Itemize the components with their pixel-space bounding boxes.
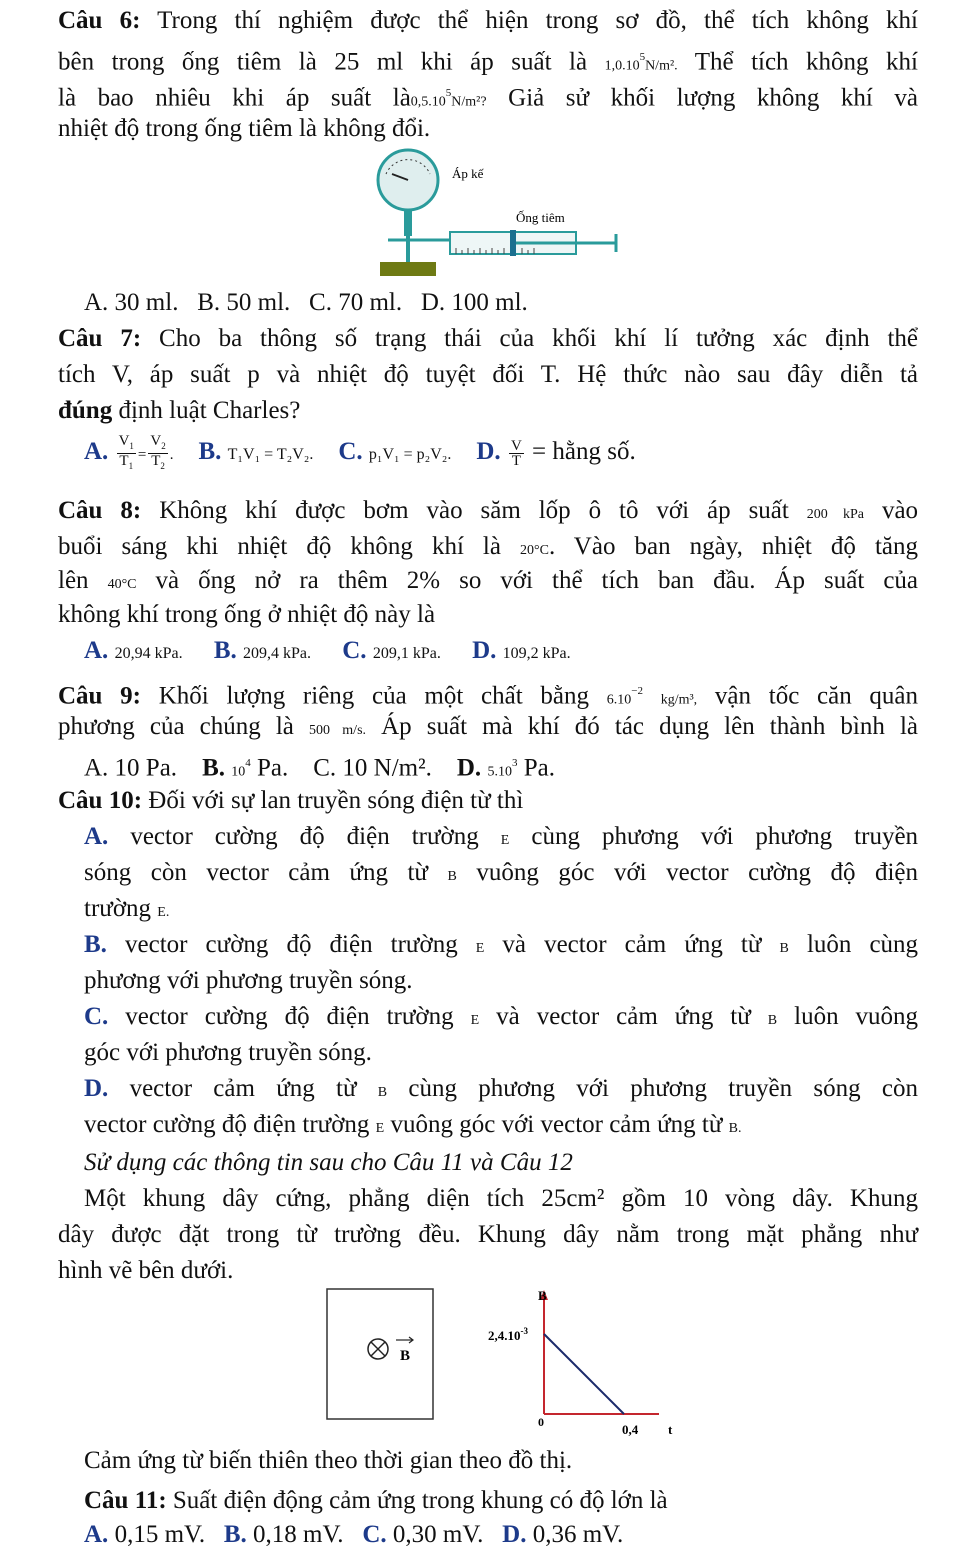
q6-line1: Câu 6: Trong thí nghiệm được thể hiện trong sơ đồ, thể tích không khí (58, 7, 918, 34)
q7-option-b-key[interactable]: B. (198, 438, 222, 465)
q8-option-d-key[interactable]: D. (472, 637, 497, 664)
q11-option-a[interactable]: 0,15 mV. (114, 1521, 206, 1548)
q10-option-c-line1[interactable]: C. vector cường độ điện trường E và vector cảm ứng từ B luôn vuông (84, 1003, 919, 1030)
vector-b-symbol: B (447, 869, 457, 884)
syringe-plunger-head (510, 230, 516, 256)
b-t-line (544, 1334, 624, 1414)
q10-option-d-line1[interactable]: D. vector cảm ứng từ B cùng phương với phương truyền sóng còn (84, 1075, 918, 1102)
q10-line1: Câu 10: Đối với sự lan truyền sóng điện từ thì (58, 787, 524, 814)
q11-number: Câu 11: (84, 1487, 167, 1514)
q9-line1: Câu 9: Khối lượng riêng của một chất bằng $6.10^{-2}$ kg/m³, vận tốc căn quân (58, 682, 919, 710)
coil-frame-figure (326, 1288, 436, 1422)
q9-option-b[interactable]: 10 (231, 764, 246, 780)
graph-b-label: B (538, 1288, 547, 1303)
q6-option-c[interactable]: C. 70 ml. (309, 289, 403, 316)
q9-number: Câu 9: (58, 682, 142, 710)
q10-option-d-line2: vector cường độ điện trường E vuông góc với vector cảm ứng từ B. (84, 1111, 742, 1138)
q8-option-b[interactable]: 209,4 kPa. (243, 645, 311, 662)
info-line4: hình vẽ bên dưới. (58, 1257, 234, 1284)
syringe-label: Ống tiêm (516, 210, 565, 225)
q8-line3: lên 40°C và ống nở ra thêm 2% so với thể tích ban đầu. Áp suất của (58, 567, 919, 594)
q10-option-b-line2: phương với phương truyền sóng. (84, 967, 413, 994)
q9-option-b-key[interactable]: B. (202, 754, 225, 782)
q10-option-c-line2: góc với phương truyền sóng. (84, 1039, 372, 1066)
q7-line2: tích V, áp suất p và nhiệt độ tuyệt đối T. Hệ thức nào sau đây diễn tả (58, 361, 918, 388)
field-b-label: B (400, 1348, 411, 1364)
q10-option-a-line3: trường E. (84, 895, 170, 922)
q10-option-a-line2: sóng còn vector cảm ứng từ B vuông góc với vector cường độ điện (84, 859, 919, 886)
q7-number: Câu 7: (58, 325, 142, 352)
q10-option-a-line1[interactable]: A. vector cường độ điện trường E cùng phương với phương truyền (84, 823, 919, 850)
q11-options (84, 1518, 623, 1552)
q7-option-d-formula[interactable]: $\frac{V}{T}$ (510, 437, 522, 469)
info-heading: Sử dụng các thông tin sau cho Câu 11 và Câu 12 (84, 1149, 573, 1176)
q7-option-d-key[interactable]: D. (476, 438, 501, 465)
q8-option-a-key[interactable]: A. (84, 637, 109, 664)
gauge-post (406, 234, 410, 262)
q7-option-c-key[interactable]: C. (338, 438, 363, 465)
q7-line1: Câu 7: Cho ba thông số trạng thái của khối khí lí tưởng xác định thể (58, 325, 918, 352)
q9-option-a[interactable]: A. 10 Pa. (84, 754, 178, 782)
gauge-stem (404, 210, 412, 236)
info-line2: Một khung dây cứng, phẳng diện tích 25cm² gồm 10 vòng dây. Khung (84, 1185, 918, 1212)
q8-option-c[interactable]: 209,1 kPa. (372, 645, 441, 662)
q6-line2: bên trong ống tiêm là 25 ml khi áp suất là 1,0.10$^5$N/m². Thể tích không khí (58, 48, 918, 76)
ground-base (380, 262, 436, 276)
q6-line3: là bao nhiêu khi áp suất là0,5.10$^5$N/m²? Giả sử khối lượng không khí và (58, 84, 918, 112)
q8-line2: buổi sáng khi nhiệt độ không khí là 20°C. Vào ban ngày, nhiệt độ tăng (58, 533, 918, 560)
info-line3: dây được đặt trong từ trường đều. Khung dây nằm trong mặt phẳng như (58, 1221, 918, 1248)
q8-option-a[interactable]: 20,94 kPa. (114, 645, 183, 662)
q7-option-a-key[interactable]: A. (84, 438, 109, 465)
q11-option-b[interactable]: 0,18 mV. (253, 1521, 344, 1548)
q8-options (84, 634, 571, 671)
gauge-label: Áp kế (452, 166, 484, 181)
q10-number: Câu 10: (58, 787, 143, 814)
q6-option-d[interactable]: D. 100 ml. (420, 289, 528, 316)
q8-option-b-key[interactable]: B. (213, 637, 237, 664)
graph-t-end-label: 0,4 (622, 1422, 639, 1436)
q9-option-c[interactable]: C. 10 N/m². (313, 754, 432, 782)
q6-option-b[interactable]: B. 50 ml. (197, 289, 291, 316)
q8-line1: Câu 8: Không khí được bơm vào săm lốp ô tô với áp suất 200 kPa vào (58, 497, 919, 524)
q11-option-d[interactable]: 0,36 mV. (532, 1521, 624, 1548)
vector-e-symbol: E (500, 833, 510, 848)
graph-origin-label: 0 (538, 1415, 544, 1429)
b-vs-t-graph (484, 1286, 684, 1436)
q7-line3: đúng định luật Charles? (58, 397, 301, 424)
info-line5: Cảm ứng từ biến thiên theo thời gian theo đồ thị. (84, 1447, 573, 1474)
q6-line4: nhiệt độ trong ống tiêm là không đổi. (58, 115, 431, 142)
q6-options (84, 286, 528, 320)
graph-t-label: t (668, 1422, 673, 1436)
q11-option-a-key[interactable]: A. (84, 1521, 109, 1548)
q7-option-b-formula[interactable]: T₁V₁ = T₂V₂. (227, 446, 314, 463)
q6-number: Câu 6: (58, 7, 141, 34)
q11-option-d-key[interactable]: D. (502, 1521, 527, 1548)
q6-option-a[interactable]: A. 30 ml. (84, 289, 179, 316)
q7-option-c-formula[interactable]: p₁V₁ = p₂V₂. (368, 446, 452, 463)
q11-option-b-key[interactable]: B. (223, 1521, 247, 1548)
q8-line4: không khí trong ống ở nhiệt độ này là (58, 601, 436, 628)
q11-option-c[interactable]: 0,30 mV. (392, 1521, 484, 1548)
q9-options: A. 10 Pa. B. $10^4$ Pa. C. 10 N/m². D. 5.10$^3$ Pa. (84, 754, 555, 782)
q9-option-d-key[interactable]: D. (456, 754, 482, 782)
q10-option-b-line1[interactable]: B. vector cường độ điện trường E và vector cảm ứng từ B luôn cùng (84, 931, 919, 958)
q9-option-d[interactable]: 5.10 (487, 764, 512, 780)
q8-option-d[interactable]: 109,2 kPa. (502, 645, 571, 662)
q8-option-c-key[interactable]: C. (342, 637, 367, 664)
q8-number: Câu 8: (58, 497, 142, 524)
q7-options: A. $\frac{V_1}{T_1}$ = $\frac{V_2}{T_2}$ . B. T₁V₁ = T₂V₂. C. p₁V₁ = p₂V₂. D. $\frac{V}{T}$ = hằng số. (84, 432, 636, 471)
q7-option-a-formula[interactable]: $\frac{V_1}{T_1}$ (118, 432, 134, 471)
q11-option-c-key[interactable]: C. (362, 1521, 387, 1548)
coil-frame (327, 1289, 433, 1419)
q11-line1: Câu 11: Suất điện động cảm ứng trong khung có độ lớn là (84, 1487, 668, 1514)
syringe-gauge-figure (370, 144, 630, 284)
q9-line2: phương của chúng là 500 m/s. Áp suất mà khí đó tác dụng lên thành bình là (58, 713, 919, 740)
graph-b0-label: $2,4.10^{-3}$ (488, 1326, 528, 1343)
